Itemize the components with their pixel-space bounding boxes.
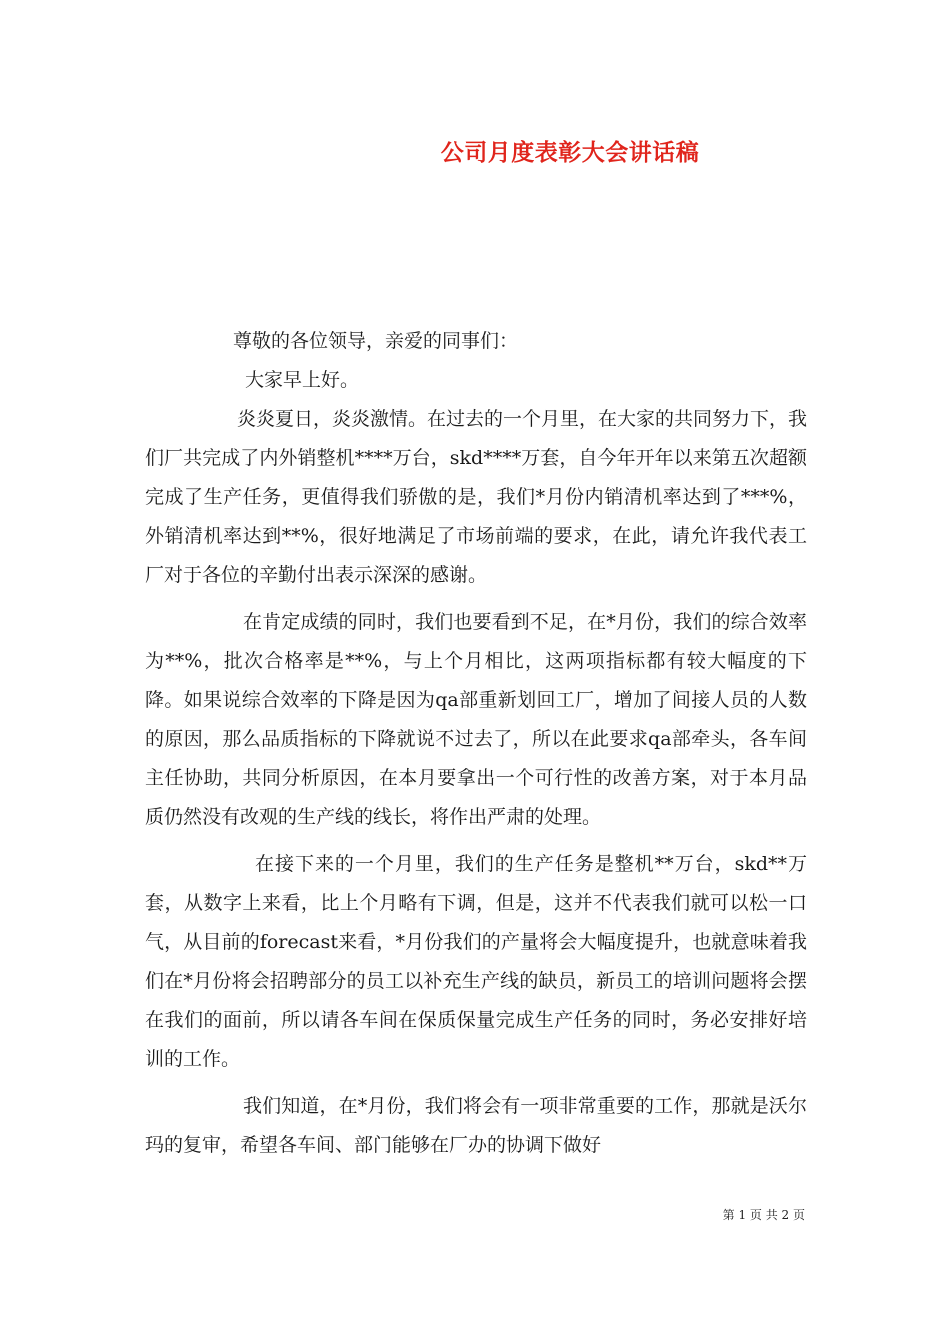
document-title: 公司月度表彰大会讲话稿 — [440, 139, 700, 166]
document-body — [145, 322, 807, 1173]
salutation: 尊敬的各位领导，亲爱的同事们： — [233, 330, 519, 352]
paragraph-walmart-audit: 我们知道，在*月份，我们将会有一项非常重要的工作，那就是沃尔玛的复审，希望各车间、部门能够在厂办的协调下做好 — [145, 1095, 807, 1156]
page-number-footer: 第 1 页 共 2 页 — [722, 1208, 805, 1222]
paragraph-next-month-tasks: 在接下来的一个月里，我们的生产任务是整机**万台，skd**万套，从数字上来看，比上个月略有下调，但是，这并不代表我们就可以松一口气，从目前的forecast来看，*月份我们的产量将会大幅度提升，也就意味着我们在*月份将会招聘部分的员工以补充生产线的缺员，新员工的培训问题将会摆在我们的面前，所以请各车间在保质保量完成生产任务的同时，务必安排好培训的工作。 — [145, 853, 807, 1070]
paragraph-shortcomings: 在肯定成绩的同时，我们也要看到不足，在*月份，我们的综合效率为**%，批次合格率是**%，与上个月相比，这两项指标都有较大幅度的下降。如果说综合效率的下降是因为qa部重新划回工厂，增加了间接人员的人数的原因，那么品质指标的下降就说不过去了，所以在此要求qa部牵头，各车间主任协助，共同分析原因，在本月要拿出一个可行性的改善方案，对于本月品质仍然没有改观的生产线的线长，将作出严肃的处理。 — [145, 611, 807, 828]
greeting: 大家早上好。 — [245, 369, 360, 391]
paragraph-achievements: 炎炎夏日，炎炎激情。在过去的一个月里，在大家的共同努力下，我们厂共完成了内外销整机****万台，skd****万套，自今年开年以来第五次超额完成了生产任务，更值得我们骄傲的是，我们*月份内销清机率达到了***%，外销清机率达到**%，很好地满足了市场前端的要求，在此，请允许我代表工厂对于各位的辛勤付出表示深深的感谢。 — [145, 408, 808, 586]
